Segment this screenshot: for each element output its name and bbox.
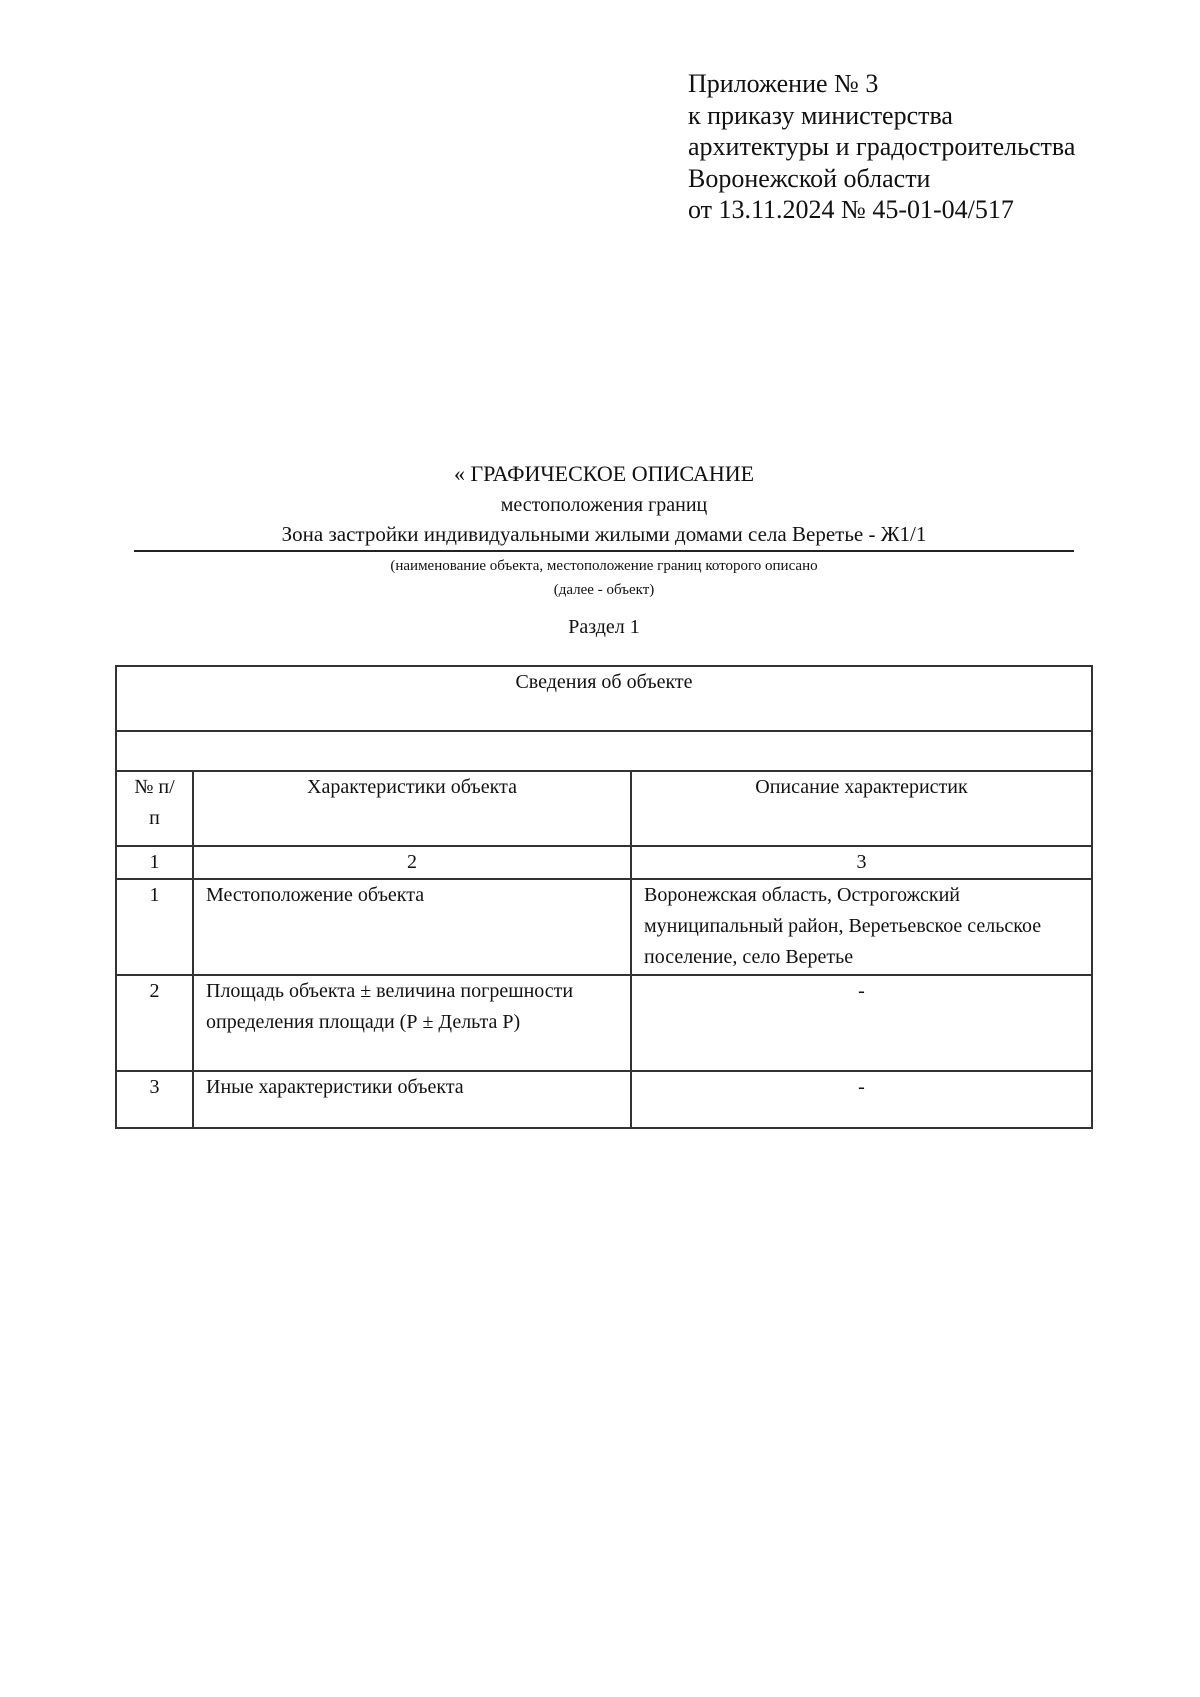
row-description: Воронежская область, Острогожский муниципальный район, Веретьевское сельское поселение, село Веретье	[631, 879, 1092, 975]
annex-line: Приложение № 3	[688, 69, 879, 98]
column-header-characteristic: Характеристики объекта	[193, 771, 631, 846]
column-header-number: № п/п	[116, 771, 193, 846]
object-name: Зона застройки индивидуальными жилыми домами села Веретье - Ж1/1	[134, 520, 1074, 552]
row-number: 2	[116, 975, 193, 1071]
row-description: -	[631, 975, 1092, 1071]
row-number: 3	[116, 1071, 193, 1128]
annex-line: от 13.11.2024 № 45-01-04/517	[688, 195, 1014, 224]
table-header: Сведения об объекте	[116, 666, 1092, 731]
document-subtitle: местоположения границ	[500, 494, 708, 516]
column-number-row	[116, 846, 1092, 879]
row-description: -	[631, 1071, 1092, 1128]
annex-line: к приказу министерства	[688, 100, 953, 130]
row-characteristic: Иные характеристики объекта	[193, 1071, 631, 1128]
row-characteristic: Местоположение объекта	[193, 879, 631, 975]
annex-line: Воронежской области	[688, 163, 931, 193]
column-number: 3	[631, 846, 1092, 879]
table-row	[116, 879, 1092, 975]
annex-block	[688, 68, 1075, 226]
document-title: « ГРАФИЧЕСКОЕ ОПИСАНИЕ	[453, 461, 755, 486]
object-name-note: (наименование объекта, местоположение границ которого описано	[390, 558, 818, 574]
column-number: 2	[193, 846, 631, 879]
table-row	[116, 1071, 1092, 1128]
annex-line: архитектуры и градостроительства	[688, 132, 1076, 161]
object-info-table	[115, 665, 1093, 1129]
table-blank-row	[116, 731, 1092, 771]
column-header-description: Описание характеристик	[631, 771, 1092, 846]
column-header-row	[116, 771, 1092, 846]
document-title-block	[134, 460, 1074, 640]
row-number: 1	[116, 879, 193, 975]
column-number: 1	[116, 846, 193, 879]
table-blank-cell	[116, 731, 1092, 771]
row-characteristic: Площадь объекта ± величина погрешности определения площади (Р ± Дельта Р)	[193, 975, 631, 1071]
table-row	[116, 975, 1092, 1071]
section-label: Раздел 1	[568, 616, 640, 638]
object-name-note-2: (далее - объект)	[553, 582, 655, 598]
table-header-row	[116, 666, 1092, 731]
